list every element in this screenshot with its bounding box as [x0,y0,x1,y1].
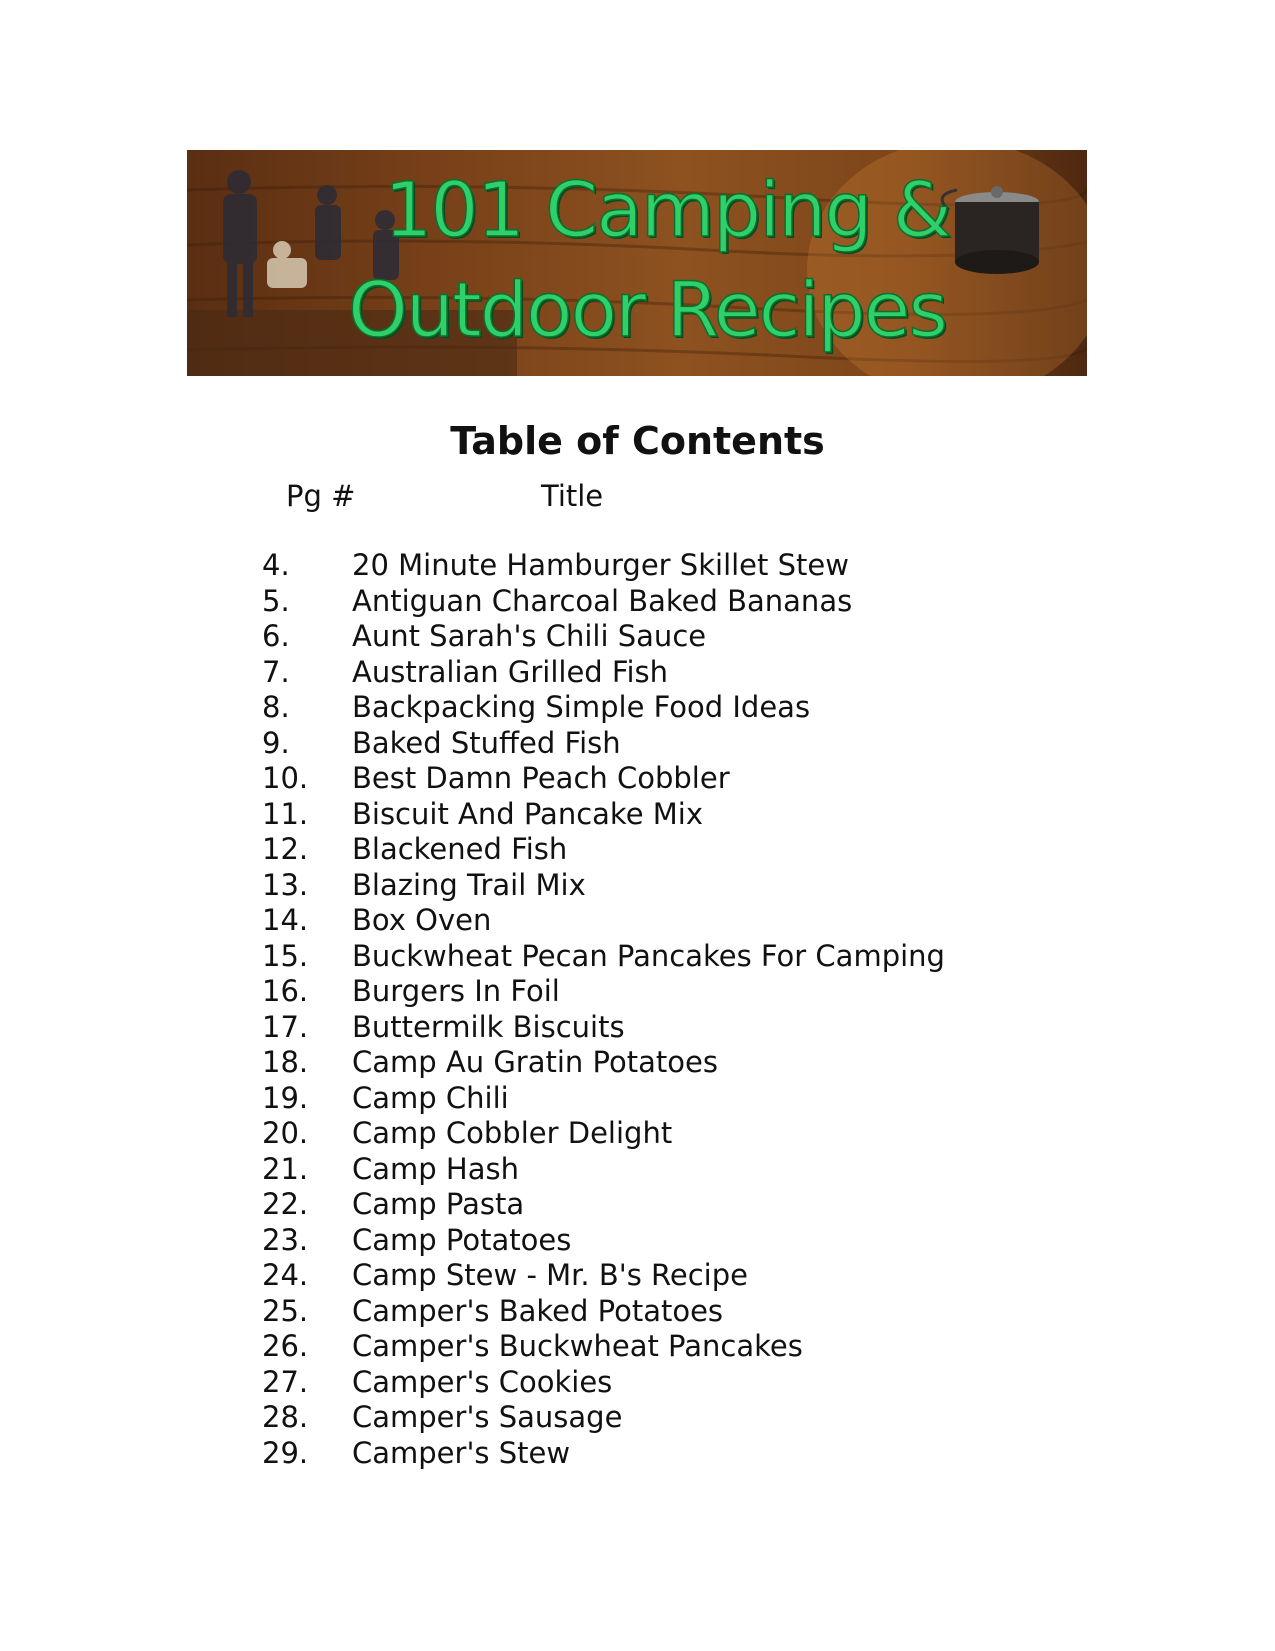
toc-entry-title: Camp Hash [352,1151,519,1186]
toc-entry [262,1400,945,1436]
toc-entry [262,797,945,833]
toc-page-number: 9. [262,725,290,760]
toc-entry [262,1045,945,1081]
toc-entry-title: Buttermilk Biscuits [352,1009,625,1044]
toc-entry [262,1258,945,1294]
toc-page-number: 18. [262,1045,309,1079]
toc-entry-title: 20 Minute Hamburger Skillet Stew [352,548,849,582]
toc-entry [262,1081,945,1117]
toc-entry [262,1152,945,1188]
toc-entry-title: Backpacking Simple Food Ideas [352,690,811,724]
toc-page-number: 14. [262,903,309,937]
toc-page-number: 12. [262,832,309,866]
toc-entry-title: Buckwheat Pecan Pancakes For Camping [352,938,945,973]
toc-entry [262,1223,945,1259]
toc-entry [262,1329,945,1365]
toc-entry [262,584,945,620]
toc-entry [262,1187,945,1223]
toc-page-number: 19. [262,1080,309,1115]
banner-image [187,150,1087,376]
toc-entry-title: Australian Grilled Fish [352,654,669,689]
toc-entry [262,1010,945,1046]
toc-page-number: 10. [262,761,309,795]
toc-entry [262,1294,945,1330]
toc-entry [262,655,945,691]
toc-entry-title: Camp Pasta [352,1187,525,1221]
toc-entry [262,1436,945,1472]
toc-page-number: 17. [262,1009,309,1044]
toc-entry-title: Blazing Trail Mix [352,867,586,902]
toc-entry-title: Camper's Buckwheat Pancakes [352,1329,803,1363]
toc-entry-title: Camp Au Gratin Potatoes [352,1045,718,1079]
toc-page-number: 28. [262,1400,309,1434]
toc-entry [262,761,945,797]
toc-page-number: 15. [262,938,309,973]
toc-page-number: 7. [262,654,290,689]
banner-title-line-2: Outdoor Recipes [347,265,947,354]
toc-entry [262,974,945,1010]
page-title: Table of Contents [450,419,825,463]
toc-entry [262,619,945,655]
toc-entry-title: Antiguan Charcoal Baked Bananas [352,583,853,618]
toc-page-number: 8. [262,690,290,724]
toc-entry-title: Blackened Fish [352,832,568,866]
toc-page-number: 13. [262,867,309,902]
toc-page-number: 27. [262,1364,309,1399]
toc-entry [262,903,945,939]
toc-page-number: 11. [262,796,309,831]
toc-entry-title: Baked Stuffed Fish [352,725,621,760]
toc-page-number: 25. [262,1293,309,1328]
toc-page-number: 22. [262,1187,309,1221]
toc-entry-title: Box Oven [352,903,492,937]
toc-entry [262,548,945,584]
toc-entry-title: Camper's Cookies [352,1364,613,1399]
toc-entry-title: Camper's Sausage [352,1400,623,1434]
toc-entry-title: Camp Cobbler Delight [352,1116,673,1150]
toc-page-number: 5. [262,583,290,618]
toc-entry-title: Camp Potatoes [352,1222,572,1257]
toc-page-number: 24. [262,1258,309,1292]
toc-page-number: 4. [262,548,290,582]
toc-page-number: 21. [262,1151,309,1186]
toc-entry [262,726,945,762]
toc-entry-title: Camper's Stew [352,1435,571,1470]
toc-page-number: 20. [262,1116,309,1150]
toc-entry-title: Best Damn Peach Cobbler [352,761,730,795]
column-header-title: Title [541,479,604,513]
toc-entry-title: Burgers In Foil [352,974,560,1008]
toc-page-number: 23. [262,1222,309,1257]
toc-page-number: 6. [262,619,290,653]
toc-entry-title: Camp Stew - Mr. B's Recipe [352,1258,748,1292]
toc-entry [262,690,945,726]
banner-title-line-1: 101 Camping & [383,165,951,254]
toc-entry [262,868,945,904]
toc-entry [262,832,945,868]
toc-entry [262,1116,945,1152]
toc-entry-title: Aunt Sarah's Chili Sauce [352,619,707,653]
toc-entry-title: Biscuit And Pancake Mix [352,796,703,831]
toc-entry-title: Camper's Baked Potatoes [352,1293,724,1328]
toc-page-number: 29. [262,1435,309,1470]
toc-entry [262,939,945,975]
toc-entry-title: Camp Chili [352,1080,509,1115]
toc-page-number: 16. [262,974,309,1008]
toc-page-number: 26. [262,1329,309,1363]
toc-entry [262,1365,945,1401]
column-header-page: Pg # [286,479,356,513]
toc-list [262,548,945,1471]
